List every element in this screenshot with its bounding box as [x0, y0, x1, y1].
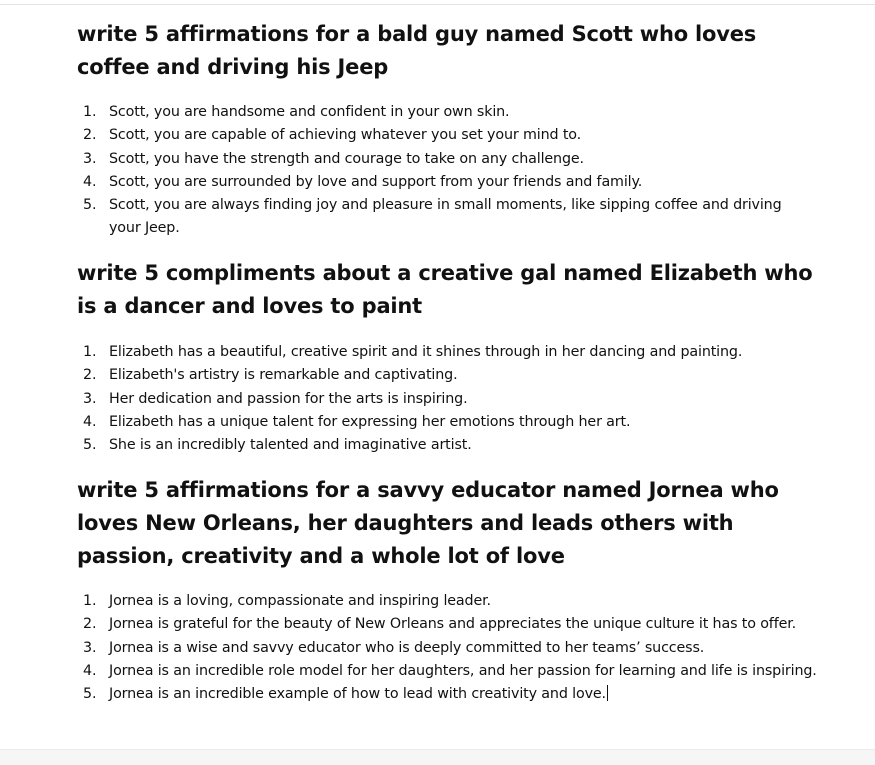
list-item	[77, 364, 817, 387]
list-item	[77, 171, 817, 194]
section-3-title: write 5 affirmations for a savvy educator named Jornea who loves New Orleans, her daughters and leads others with passion, creativity and a whole lot of love	[77, 478, 779, 568]
list-item-number: 4.	[83, 413, 97, 430]
section-3-list	[77, 590, 817, 706]
text-cursor	[607, 685, 608, 701]
list-item-number: 3.	[83, 639, 97, 656]
section-2-list	[77, 341, 817, 457]
list-item-text: Jornea is grateful for the beauty of New Orleans and appreciates the unique culture it has to offer.	[109, 616, 797, 633]
list-item-text: Her dedication and passion for the arts is inspiring.	[109, 390, 468, 407]
list-item	[77, 388, 817, 411]
list-item	[77, 637, 817, 660]
list-item-number: 5.	[83, 686, 97, 703]
list-item-number: 2.	[83, 616, 97, 633]
list-item-text: Elizabeth has a beautiful, creative spirit and it shines through in her dancing and painting.	[109, 344, 743, 360]
list-item-number: 2.	[83, 367, 97, 384]
section-1-title: write 5 affirmations for a bald guy named Scott who loves coffee and driving his Jeep	[77, 22, 757, 79]
list-item-number: 1.	[83, 104, 97, 120]
list-item	[77, 613, 817, 636]
list-item-text: Jornea is an incredible role model for her daughters, and her passion for learning and life is inspiring.	[109, 662, 817, 679]
list-item-number: 2.	[83, 127, 97, 144]
list-item-text: Scott, you have the strength and courage to take on any challenge.	[109, 150, 584, 167]
list-item-text: Jornea is a wise and savvy educator who is deeply committed to her teams’ success.	[109, 639, 705, 656]
list-item-number: 1.	[83, 344, 97, 360]
list-item-text-content: Jornea is an incredible example of how to lead with creativity and love.	[109, 686, 606, 703]
list-item	[77, 434, 817, 457]
list-item-number: 3.	[83, 150, 97, 167]
list-item	[77, 341, 817, 364]
list-item-text: Scott, you are surrounded by love and support from your friends and family.	[109, 173, 643, 190]
list-item-text: She is an incredibly talented and imaginative artist.	[109, 437, 472, 454]
list-item-text: Scott, you are capable of achieving whatever you set your mind to.	[109, 127, 582, 144]
list-item-text: Scott, you are always finding joy and pleasure in small moments, like sipping coffee and driving your Jeep.	[109, 197, 782, 237]
list-item-text: Elizabeth's artistry is remarkable and captivating.	[109, 367, 458, 384]
list-item-text: Jornea is a loving, compassionate and inspiring leader.	[109, 593, 491, 609]
list-item	[77, 683, 817, 706]
list-item-number: 4.	[83, 173, 97, 190]
top-divider	[0, 4, 875, 5]
section-2-title: write 5 compliments about a creative gal named Elizabeth who is a dancer and loves to paint	[77, 261, 813, 318]
list-item-number: 5.	[83, 197, 97, 214]
list-item	[77, 660, 817, 683]
list-item	[77, 194, 817, 241]
list-item	[77, 411, 817, 434]
list-item-number: 4.	[83, 662, 97, 679]
list-item-number: 5.	[83, 437, 97, 454]
list-item	[77, 590, 817, 613]
list-item	[77, 101, 817, 124]
list-item-text	[109, 683, 817, 706]
list-item	[77, 148, 817, 171]
section-1-list	[77, 101, 817, 241]
list-item-number: 3.	[83, 390, 97, 407]
list-item	[77, 124, 817, 147]
list-item-number: 1.	[83, 593, 97, 609]
bottom-bar	[0, 749, 875, 765]
list-item-text: Elizabeth has a unique talent for expressing her emotions through her art.	[109, 413, 631, 430]
list-item-text: Scott, you are handsome and confident in your own skin.	[109, 104, 510, 120]
